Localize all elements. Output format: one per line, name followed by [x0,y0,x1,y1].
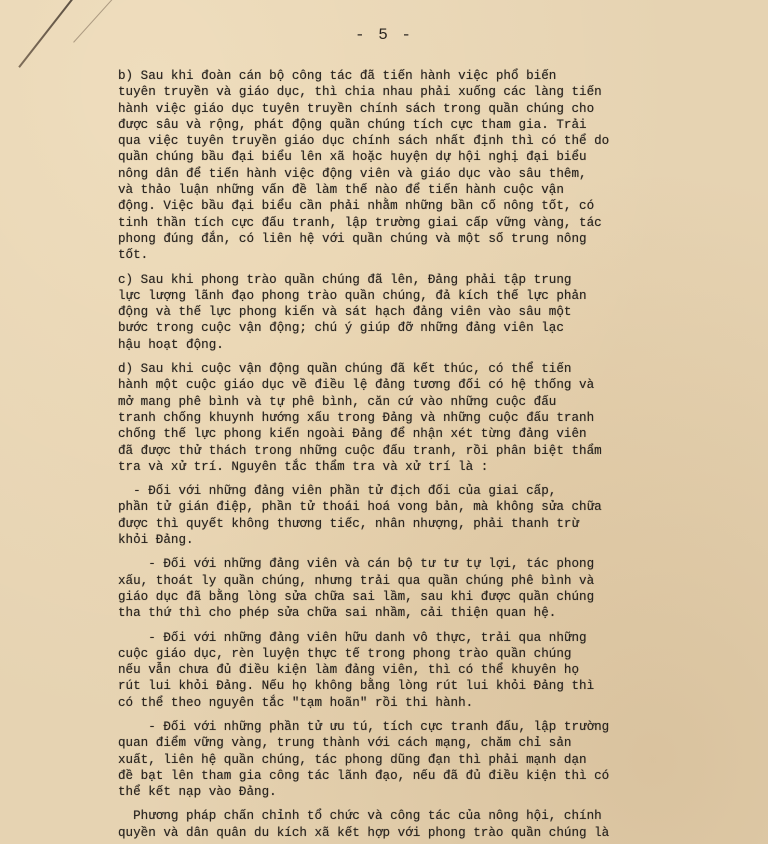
text-line: nông dân để tiến hành việc động viên và giáo dục vào sâu thêm, [118,166,587,181]
text-line: động và thế lực phong kiến và sát hạch đảng viên vào sâu một [118,305,572,320]
page-number: - 5 - [354,26,413,44]
text-line: - Đối với những đảng viên hữu danh vô thực, trải qua những [118,630,587,645]
text-line: tinh thần tích cực đấu tranh, lập trường giai cấp vững vàng, tác [118,215,602,230]
text-line: tra và xử trí. Nguyên tắc thẩm tra và xử trí là : [118,459,489,474]
text-line: d) Sau khi cuộc vận động quần chúng đã kết thúc, có thể tiến [118,362,572,377]
text-line: qua việc tuyên truyền giáo dục chính sách nhất định thì có thể do [118,134,610,149]
text-line: khỏi Đảng. [118,533,194,548]
text-line: - Đối với những phần tử ưu tú, tích cực tranh đấu, lập trường [118,719,610,734]
paragraph-d-item-1 [118,483,718,548]
text-line: được thì quyết không thương tiếc, nhân nhượng, phải thanh trừ [118,516,580,531]
text-line: quyền và dân quân du kích xã kết hợp với phong trào quần chúng là [118,825,610,840]
paragraph-d-item-2 [118,556,718,621]
text-line: c) Sau khi phong trào quần chúng đã lên, Đảng phải tập trung [118,272,572,287]
text-line: tranh chống khuynh hướng xấu trong Đảng và những cuộc đấu tranh [118,410,595,425]
paragraph-d-item-4 [118,719,718,800]
text-line: tha thứ thì cho phép sửa chữa sai nhầm, cải thiện quan hệ. [118,606,557,621]
text-line: Phương pháp chấn chỉnh tổ chức và công tác của nông hội, chính [118,809,602,824]
paragraph-final [118,808,718,841]
text-line: mở mang phê bình và tự phê bình, căn cứ vào những cuộc đấu [118,394,557,409]
text-line: tuyên truyền và giáo dục, thì chia nhau phải xuống các làng tiến [118,85,602,100]
text-line: thể kết nạp vào Đảng. [118,785,277,800]
text-line: giáo dục đã bằng lòng sửa chữa sai lầm, sau khi được quần chúng [118,589,595,604]
text-line: quần chúng bầu đại biểu lên xã hoặc huyện dự hội nghị đại biểu [118,150,587,165]
text-line: có thể theo nguyên tắc "tạm hoãn" rồi thi hành. [118,695,474,710]
text-line: b) Sau khi đoàn cán bộ công tác đã tiến hành việc phổ biến [118,69,557,83]
paragraph-b [118,68,718,264]
paragraph-d-item-3 [118,630,718,711]
paragraph-d [118,361,718,475]
text-line: được sâu và rộng, phát động quần chúng tích cực tham gia. Trải [118,117,587,132]
text-line: xuất, liên hệ quần chúng, tác phong dũng đạn thì phải mạnh dạn [118,752,587,767]
text-line: đã được thử thách trong những cuộc đấu tranh, rồi phân biệt thẩm [118,443,602,458]
text-line: xấu, thoát ly quần chúng, nhưng trải qua quần chúng phê bình và [118,573,595,588]
text-line: cuộc giáo dục, rèn luyện thực tế trong phong trào quần chúng [118,646,572,661]
text-line: - Đối với những đảng viên và cán bộ tư tư tự lợi, tác phong [118,557,595,572]
text-line: phần tử gián điệp, phần tử thoái hoá vong bản, mà không sửa chữa [118,500,602,515]
text-line: quan điểm vững vàng, trung thành với cách mạng, chăm chỉ sản [118,736,572,751]
text-line: rút lui khỏi Đảng. Nếu họ không bằng lòng rút lui khỏi Đảng thì [118,679,595,694]
text-line: đề bạt lên tham gia công tác lãnh đạo, nếu đã đủ điều kiện thì có [118,768,610,783]
text-line: tốt. [118,248,149,263]
text-line: và thảo luận những vấn đề làm thế nào để tiến hành cuộc vận [118,183,564,198]
text-line: - Đối với những đảng viên phần tử địch đối của giai cấp, [118,484,557,499]
text-line: chống thế lực phong kiến ngoài Đảng để nhận xét từng đảng viên [118,427,587,442]
text-line: động. Việc bầu đại biểu cần phải nhằm những bần cố nông tốt, có [118,199,595,214]
text-line: phong đúng đắn, có liên hệ với quần chúng và một số trung nông [118,231,587,246]
text-line: nếu vẫn chưa đủ điều kiện làm đảng viên, thì có thể khuyên họ [118,663,580,678]
text-line: bước trong cuộc vận động; chú ý giúp đỡ những đảng viên lạc [118,321,564,336]
paragraph-c [118,272,718,353]
text-line: hậu hoạt động. [118,337,224,352]
text-line: lực lượng lãnh đạo phong trào quần chúng, đả kích thế lực phản [118,288,587,303]
text-line: hành việc giáo dục tuyên truyền chính sách trong quần chúng cho [118,101,595,116]
document-body [118,68,718,841]
text-line: hành một cuộc giáo dục về điều lệ đảng tương đối có hệ thống và [118,378,595,393]
